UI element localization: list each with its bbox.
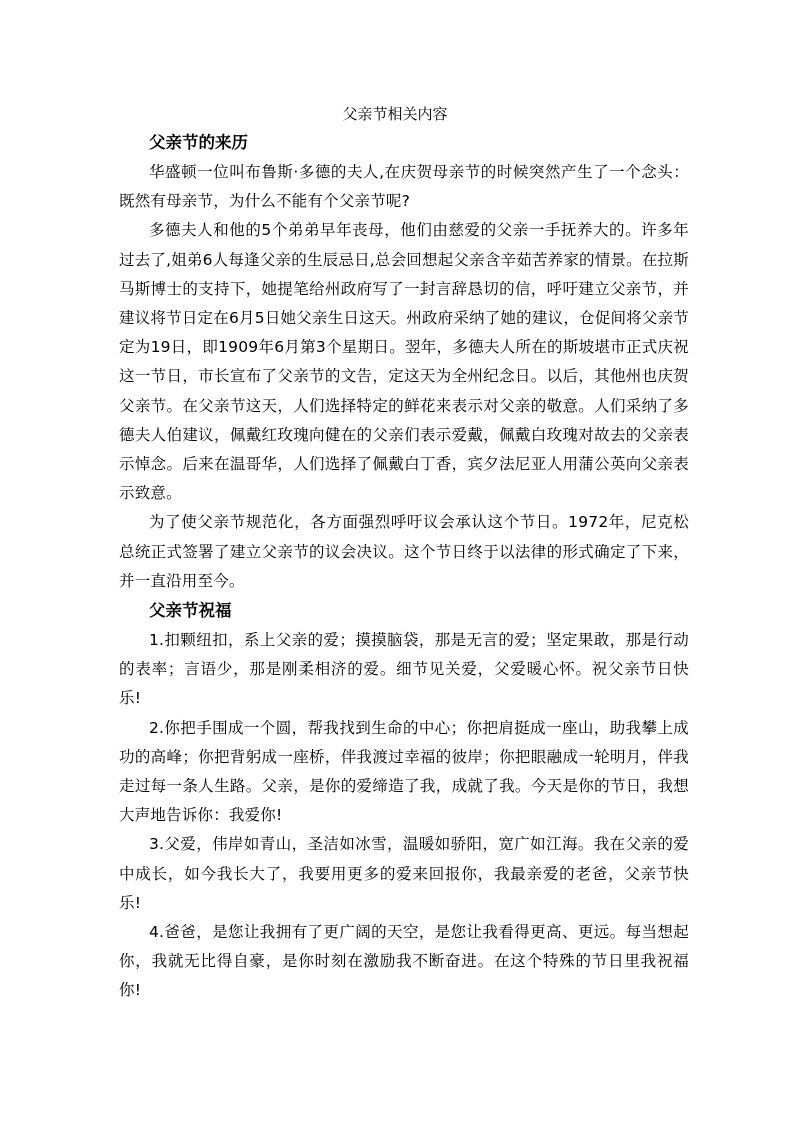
section-origin: [119, 128, 689, 596]
paragraph: 多德夫人和他的5个弟弟早年丧母，他们由慈爱的父亲一手抚养大的。许多年过去了,姐弟6人每逢父亲的生辰忌日,总会回想起父亲含辛茹苦养家的情景。在拉斯马斯博士的支持下，她提笔给州政府写了一封言辞恳切的信，呼吁建立父亲节，并建议将节日定在6月5日她父亲生日这天。州政府采纳了她的建议，仓促间将父亲节定为19日，即1909年6月第3个星期日。翌年，多德夫人所在的斯坡堪市正式庆祝这一节日，市长宣布了父亲节的文告，定这天为全州纪念日。以后，其他州也庆贺父亲节。在父亲节这天，人们选择特定的鲜花来表示对父亲的敬意。人们采纳了多德夫人伯建议，佩戴红玫瑰向健在的父亲们表示爱戴，佩戴白玫瑰对故去的父亲表示悼念。后来在温哥华，人们选择了佩戴白丁香，宾夕法尼亚人用蒲公英向父亲表示致意。: [119, 221, 689, 503]
blessing-paragraph: 2.你把手围成一个圆，帮我找到生命的中心；你把肩挺成一座山，助我攀上成功的高峰；你把背躬成一座桥，伴我渡过幸福的彼岸；你把眼融成一轮明月，伴我走过每一条人生路。父亲，是你的爱缔造了我，成就了我。今天是你的节日，我想大声地告诉你：我爱你!: [119, 718, 689, 825]
section-heading-origin: 父亲节的来历: [149, 133, 248, 152]
paragraph: 为了使父亲节规范化，各方面强烈呼吁议会承认这个节日。1972年，尼克松总统正式签署了建立父亲节的议会决议。这个节日终于以法律的形式确定了下来，并一直沿用至今。: [119, 513, 689, 590]
blessing-paragraph: 3.父爱，伟岸如青山，圣洁如冰雪，温暖如骄阳，宽广如江海。我在父亲的爱中成长，如今我长大了，我要用更多的爱来回报你，我最亲爱的老爸，父亲节快乐!: [119, 835, 689, 912]
document-title: 父亲节相关内容: [342, 105, 448, 123]
section-heading-blessings: 父亲节祝福: [149, 601, 232, 621]
document-page: [119, 100, 689, 1006]
blessing-paragraph: 4.爸爸，是您让我拥有了更广阔的天空，是您让我看得更高、更远。每当想起你，我就无比得自豪，是你时刻在激励我不断奋进。在这个特殊的节日里我祝福你!: [119, 923, 689, 1000]
paragraph: 华盛顿一位叫布鲁斯·多德的夫人,在庆贺母亲节的时候突然产生了一个念头：既然有母亲节，为什么不能有个父亲节呢?: [119, 163, 689, 211]
section-blessings: [119, 596, 689, 1006]
blessing-paragraph: 1.扣颗纽扣，系上父亲的爱；摸摸脑袋，那是无言的爱；坚定果敢，那是行动的表率；言语少，那是刚柔相济的爱。细节见关爱，父爱暖心怀。祝父亲节日快乐!: [119, 631, 689, 708]
